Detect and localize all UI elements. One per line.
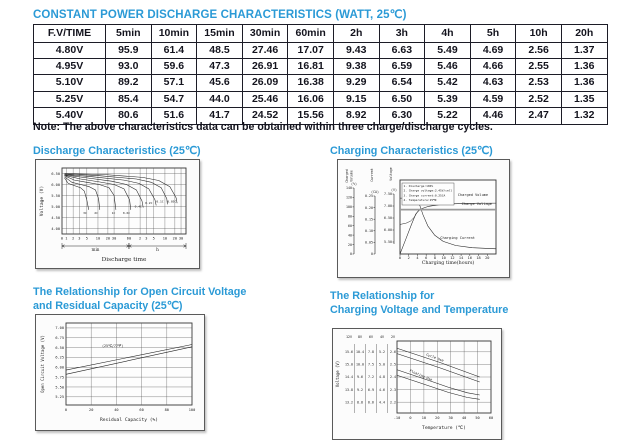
row-label-cell: 5.25V <box>34 91 106 107</box>
section-title-temp-line2: Charging Voltage and Temperature <box>330 303 509 316</box>
table-cell: 4.69 <box>470 42 516 58</box>
svg-text:9.2: 9.2 <box>357 387 363 392</box>
section-title-ocv-line1: The Relationship for Open Circuit Voltage <box>33 286 247 298</box>
svg-text:Temperature (℃): Temperature (℃) <box>422 426 466 431</box>
svg-text:0.25: 0.25 <box>365 194 373 199</box>
discharge-chart <box>36 160 199 268</box>
svg-text:5.50: 5.50 <box>55 385 64 390</box>
svg-text:12: 12 <box>450 256 455 260</box>
svg-text:4.6: 4.6 <box>379 387 385 392</box>
svg-text:Charged: Charged <box>345 169 349 183</box>
table-cell: 5.42 <box>425 75 471 91</box>
svg-text:50: 50 <box>475 416 480 420</box>
svg-text:8V: 8V <box>357 335 363 339</box>
svg-text:10: 10 <box>421 416 427 420</box>
svg-text:6.75: 6.75 <box>55 336 64 341</box>
svg-text:0: 0 <box>350 252 352 257</box>
table-cell: 9.15 <box>333 91 379 107</box>
svg-text:8.8: 8.8 <box>357 400 363 405</box>
power-discharge-table <box>33 24 608 125</box>
svg-text:1. Discharge:100%: 1. Discharge:100% <box>403 184 434 188</box>
svg-text:(%): (%) <box>351 182 357 186</box>
table-cell: 85.4 <box>106 91 152 107</box>
row-label-cell: 4.95V <box>34 58 106 74</box>
svg-text:2.5: 2.5 <box>390 362 396 367</box>
svg-text:Voltage: Voltage <box>389 167 393 181</box>
svg-text:2: 2 <box>407 256 410 260</box>
svg-text:80: 80 <box>164 408 169 412</box>
svg-text:0.2C: 0.2C <box>145 200 153 205</box>
svg-text:0.05: 0.05 <box>365 240 373 245</box>
table-cell: 9.38 <box>333 58 379 74</box>
table-header-cell: 5min <box>106 25 152 43</box>
svg-text:6.00: 6.00 <box>55 365 64 370</box>
table-cell: 2.55 <box>516 58 562 74</box>
table-cell: 4.59 <box>470 91 516 107</box>
table-cell: 15.56 <box>288 108 334 124</box>
svg-text:4.00: 4.00 <box>51 226 60 231</box>
table-note: Note: The above characteristics data can be obtained within three charge/discharge cycles. <box>33 121 493 133</box>
svg-text:7.00: 7.00 <box>55 326 64 331</box>
section-title-ocv <box>33 286 246 313</box>
svg-text:2. Charge voltage:2.45V/cell: 2. Charge voltage:2.45V/cell <box>403 188 453 193</box>
table-cell: 16.38 <box>288 75 334 91</box>
table-row <box>34 91 608 107</box>
svg-text:3: 3 <box>145 236 148 241</box>
svg-text:120: 120 <box>346 195 352 200</box>
svg-text:60: 60 <box>139 408 144 412</box>
svg-text:0.4C: 0.4C <box>134 204 142 209</box>
svg-text:Discharge time: Discharge time <box>101 257 147 263</box>
table-header-cell: 3h <box>379 25 425 43</box>
svg-text:6.9: 6.9 <box>368 387 374 392</box>
table-row <box>34 75 608 91</box>
table-cell: 1.35 <box>561 91 607 107</box>
section-title-temp-line1: The Relationship for <box>330 290 435 302</box>
svg-text:h: h <box>156 247 159 253</box>
svg-text:Open Circuit Voltage (V): Open Circuit Voltage (V) <box>40 335 45 393</box>
svg-text:Charge Voltage: Charge Voltage <box>461 202 492 207</box>
table-cell: 93.0 <box>106 58 152 74</box>
table-cell: 45.6 <box>197 75 243 91</box>
table-cell: 17.07 <box>288 42 334 58</box>
table-header-cell: 2h <box>333 25 379 43</box>
table-header-cell: 60min <box>288 25 334 43</box>
table-cell: 61.4 <box>151 42 197 58</box>
table-header-cell: 15min <box>197 25 243 43</box>
table-cell: 48.5 <box>197 42 243 58</box>
table-cell: 8.92 <box>333 108 379 124</box>
svg-text:5.50: 5.50 <box>384 240 392 245</box>
table-cell: 1.32 <box>561 108 607 124</box>
table-row <box>34 42 608 58</box>
ocv-chart-box <box>35 314 205 431</box>
page-title: CONSTANT POWER DISCHARGE CHARACTERISTICS (WATT, 25℃) <box>33 9 407 21</box>
table-cell: 89.2 <box>106 75 152 91</box>
svg-text:0.05C: 0.05C <box>167 199 177 204</box>
svg-text:4.4: 4.4 <box>379 400 385 405</box>
svg-text:4.50: 4.50 <box>51 215 60 220</box>
svg-text:2: 2 <box>72 236 75 241</box>
svg-text:20: 20 <box>89 408 94 412</box>
svg-text:14.4: 14.4 <box>345 375 353 380</box>
table-header-row <box>34 25 608 43</box>
table-cell: 25.46 <box>242 91 288 107</box>
svg-text:7.00: 7.00 <box>384 204 392 209</box>
svg-text:5.25: 5.25 <box>55 395 64 400</box>
svg-text:2.3: 2.3 <box>390 387 396 392</box>
table-cell: 4.46 <box>470 108 516 124</box>
charging-chart <box>338 160 509 277</box>
table-cell: 6.54 <box>379 75 425 91</box>
svg-text:4V: 4V <box>379 335 385 339</box>
ocv-chart <box>36 315 204 430</box>
svg-text:6.50: 6.50 <box>51 171 60 176</box>
table-cell: 41.7 <box>197 108 243 124</box>
svg-text:Voltage (V): Voltage (V) <box>335 360 340 388</box>
svg-text:80: 80 <box>348 214 352 219</box>
svg-text:13.2: 13.2 <box>345 400 353 405</box>
table-cell: 6.30 <box>379 108 425 124</box>
svg-text:40: 40 <box>114 408 119 412</box>
section-title-discharge: Discharge Characteristics (25℃) <box>33 145 201 157</box>
discharge-chart-box <box>35 159 200 269</box>
svg-text:0.15: 0.15 <box>365 217 373 222</box>
section-title-charging: Charging Characteristics (25℃) <box>330 145 493 157</box>
svg-text:0: 0 <box>409 416 412 420</box>
svg-text:2C: 2C <box>94 211 98 216</box>
svg-text:3C: 3C <box>83 211 87 216</box>
svg-text:6.00: 6.00 <box>51 182 60 187</box>
table-cell: 80.6 <box>106 108 152 124</box>
svg-text:6.00: 6.00 <box>384 228 392 233</box>
row-label-cell: 5.40V <box>34 108 106 124</box>
svg-text:20: 20 <box>348 242 352 247</box>
svg-text:Voltage (V): Voltage (V) <box>40 185 45 217</box>
table-header-cell: 5h <box>470 25 516 43</box>
table-row <box>34 58 608 74</box>
svg-text:Floating Use: Floating Use <box>408 368 433 382</box>
svg-text:0: 0 <box>398 256 402 260</box>
svg-text:6V: 6V <box>368 335 374 339</box>
table-cell: 95.9 <box>106 42 152 58</box>
svg-text:60: 60 <box>126 236 132 241</box>
svg-text:5.0: 5.0 <box>379 362 385 367</box>
svg-text:5.50: 5.50 <box>51 193 60 198</box>
svg-text:7.2: 7.2 <box>368 375 374 380</box>
table-cell: 24.52 <box>242 108 288 124</box>
svg-text:2V: 2V <box>390 335 396 339</box>
table-cell: 27.46 <box>242 42 288 58</box>
svg-text:5: 5 <box>152 236 155 241</box>
svg-text:4.8: 4.8 <box>379 375 385 380</box>
svg-text:15.0: 15.0 <box>345 362 353 367</box>
svg-text:Volume: Volume <box>349 170 354 182</box>
svg-text:3: 3 <box>78 236 81 241</box>
table-cell: 6.59 <box>379 58 425 74</box>
table-cell: 57.1 <box>151 75 197 91</box>
svg-text:100: 100 <box>346 205 352 210</box>
table-cell: 4.63 <box>470 75 516 91</box>
table-header-cell: 4h <box>425 25 471 43</box>
table-cell: 1.36 <box>561 58 607 74</box>
table-cell: 2.53 <box>516 75 562 91</box>
svg-text:(V): (V) <box>391 188 397 192</box>
svg-text:1: 1 <box>65 236 68 241</box>
svg-text:10.0: 10.0 <box>356 362 364 367</box>
svg-text:0: 0 <box>60 236 64 241</box>
svg-text:30: 30 <box>448 416 453 420</box>
svg-text:2: 2 <box>139 236 142 241</box>
svg-text:2.6: 2.6 <box>390 350 396 354</box>
svg-text:Charged Volume: Charged Volume <box>457 192 489 197</box>
table-cell: 16.06 <box>288 91 334 107</box>
table-header-cell: F.V/TIME <box>34 25 106 43</box>
table-header-cell: 20h <box>561 25 607 43</box>
svg-text:18: 18 <box>476 256 481 260</box>
table-cell: 9.29 <box>333 75 379 91</box>
svg-text:10: 10 <box>95 236 101 241</box>
table-cell: 6.63 <box>379 42 425 58</box>
table-header-cell: 10h <box>516 25 562 43</box>
svg-text:4: 4 <box>416 256 419 260</box>
table-cell: 26.09 <box>242 75 288 91</box>
table-cell: 5.49 <box>425 42 471 58</box>
svg-text:60: 60 <box>488 416 494 420</box>
svg-text:0.6C: 0.6C <box>122 211 131 216</box>
svg-text:13.8: 13.8 <box>345 387 353 392</box>
svg-text:0: 0 <box>371 252 373 257</box>
svg-text:140: 140 <box>346 186 352 191</box>
section-title-ocv-line2: and Residual Capacity (25℃) <box>33 299 183 312</box>
svg-text:(25℃/77℉): (25℃/77℉) <box>101 344 124 349</box>
section-title-temp <box>330 290 508 317</box>
svg-text:7.50: 7.50 <box>384 192 392 197</box>
table-cell: 1.37 <box>561 42 607 58</box>
table-cell: 26.91 <box>242 58 288 74</box>
svg-text:Charging time(hours): Charging time(hours) <box>421 261 475 266</box>
table-cell: 2.56 <box>516 42 562 58</box>
svg-text:Current: Current <box>370 168 374 182</box>
svg-text:0: 0 <box>64 408 68 412</box>
svg-text:5: 5 <box>85 236 88 241</box>
svg-text:16: 16 <box>467 256 472 260</box>
svg-text:100: 100 <box>188 408 196 412</box>
svg-text:30: 30 <box>178 236 184 241</box>
svg-text:4. Temperature:25℃: 4. Temperature:25℃ <box>403 198 437 203</box>
table-cell: 5.39 <box>425 91 471 107</box>
table-cell: 5.22 <box>425 108 471 124</box>
svg-text:10: 10 <box>441 256 446 260</box>
svg-text:Residual Capacity (%): Residual Capacity (%) <box>99 418 159 423</box>
svg-text:20: 20 <box>105 236 111 241</box>
table-cell: 44.0 <box>197 91 243 107</box>
svg-text:40: 40 <box>348 233 352 238</box>
svg-text:2.4: 2.4 <box>390 375 396 380</box>
svg-text:0.1C: 0.1C <box>156 199 164 204</box>
table-cell: 9.43 <box>333 42 379 58</box>
table-cell: 51.6 <box>151 108 197 124</box>
svg-text:10: 10 <box>162 236 168 241</box>
svg-text:7.5: 7.5 <box>368 362 374 367</box>
svg-text:5.75: 5.75 <box>55 375 64 380</box>
svg-text:20: 20 <box>172 236 178 241</box>
svg-text:Charging Current: Charging Current <box>440 236 475 241</box>
svg-text:60: 60 <box>348 223 352 228</box>
table-cell: 4.66 <box>470 58 516 74</box>
table-cell: 59.6 <box>151 58 197 74</box>
svg-text:10.4: 10.4 <box>356 350 364 354</box>
svg-text:5.00: 5.00 <box>51 204 60 209</box>
temp-chart-box <box>332 328 502 440</box>
table-cell: 1.36 <box>561 75 607 91</box>
svg-text:6.50: 6.50 <box>55 345 64 350</box>
svg-text:6: 6 <box>425 256 428 260</box>
table-cell: 2.52 <box>516 91 562 107</box>
svg-text:Cycle Use: Cycle Use <box>425 352 445 363</box>
table-header-cell: 10min <box>151 25 197 43</box>
row-label-cell: 5.10V <box>34 75 106 91</box>
table-header-cell: 30min <box>242 25 288 43</box>
table-body <box>34 42 608 124</box>
svg-text:0.10: 0.10 <box>365 229 373 233</box>
table-head <box>34 25 608 43</box>
svg-text:-10: -10 <box>393 416 401 420</box>
svg-text:2.2: 2.2 <box>390 400 396 405</box>
svg-text:12V: 12V <box>345 335 353 339</box>
svg-text:15.6: 15.6 <box>345 350 353 354</box>
svg-text:(CA): (CA) <box>371 190 379 194</box>
svg-text:1C: 1C <box>111 211 116 216</box>
table-cell: 16.81 <box>288 58 334 74</box>
svg-text:20: 20 <box>485 256 490 260</box>
table-cell: 47.3 <box>197 58 243 74</box>
temp-chart <box>333 329 501 439</box>
row-label-cell: 4.80V <box>34 42 106 58</box>
svg-text:40: 40 <box>461 416 467 420</box>
svg-text:7.8: 7.8 <box>368 350 374 354</box>
svg-text:14: 14 <box>458 256 464 260</box>
svg-text:0.20: 0.20 <box>365 205 373 210</box>
table-cell: 5.46 <box>425 58 471 74</box>
svg-text:6.6: 6.6 <box>368 400 374 405</box>
charging-chart-box <box>337 159 510 278</box>
table-cell: 54.7 <box>151 91 197 107</box>
table-cell: 6.50 <box>379 91 425 107</box>
svg-text:3. Charge current:0.25CA: 3. Charge current:0.25CA <box>403 193 446 198</box>
table-cell: 2.47 <box>516 108 562 124</box>
svg-text:6.50: 6.50 <box>384 216 392 221</box>
svg-text:5.2: 5.2 <box>379 350 385 354</box>
svg-text:6.25: 6.25 <box>55 355 64 360</box>
svg-text:min: min <box>91 247 100 253</box>
svg-text:20: 20 <box>435 416 440 420</box>
svg-text:30: 30 <box>111 236 117 241</box>
svg-text:8: 8 <box>433 256 436 260</box>
svg-text:9.6: 9.6 <box>357 375 363 380</box>
